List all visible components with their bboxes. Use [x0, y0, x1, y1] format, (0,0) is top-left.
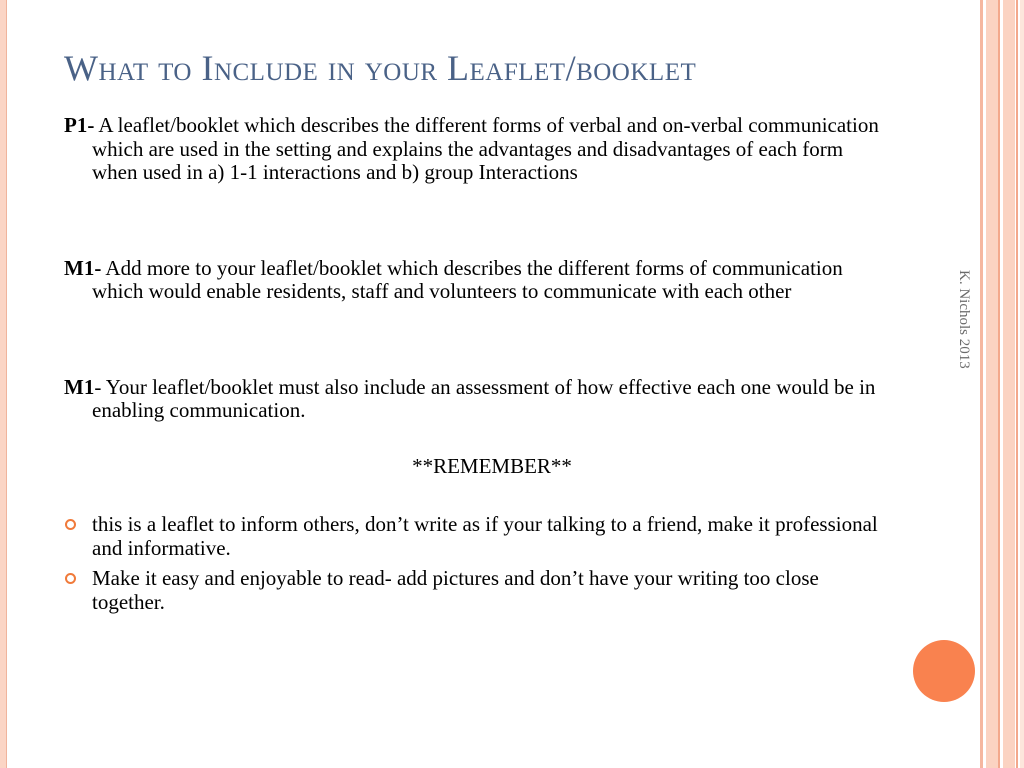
section-m1-add: [64, 257, 884, 304]
right-decorative-stripes: [980, 0, 1024, 768]
left-border-line: [6, 0, 7, 768]
circle-bullet-icon: [65, 519, 76, 530]
section-label: M1-: [64, 255, 102, 280]
stripe: [980, 0, 983, 768]
section-label: P1-: [64, 113, 95, 137]
section-text: - Your leaflet/booklet must also include an assessment of how effective each one would be in enabling communication.: [92, 374, 876, 422]
orange-circle-decoration: [913, 640, 975, 702]
section-m1-assessment: [64, 376, 884, 423]
stripe: [1016, 0, 1018, 768]
author-credit: K. Nichols 2013: [956, 270, 972, 369]
slide-content: [64, 114, 884, 621]
section-text: A leaflet/booklet which describes the different forms of verbal and on-verbal communication which are used in the setting and explains the advantages and disadvantages of each form when used in a) 1-1 interactions and b) group Interactions: [92, 113, 879, 184]
slide-title: What to Include in your Leaflet/booklet: [64, 48, 697, 88]
circle-bullet-icon: [65, 573, 76, 584]
list-item: [64, 513, 884, 560]
bullet-list: [64, 513, 884, 614]
section-p1: [64, 114, 884, 185]
list-item: [64, 567, 884, 614]
stripe: [986, 0, 998, 768]
section-text: Add more to your leaflet/booklet which describes the different forms of communication which would enable residents, staff and volunteers to communicate with each other: [92, 255, 843, 303]
stripe: [1003, 0, 1015, 768]
remember-heading: **REMEMBER**: [412, 453, 572, 478]
section-label: M1: [64, 374, 95, 399]
bullet-text: Make it easy and enjoyable to read- add pictures and don’t have your writing too close together.: [92, 566, 819, 614]
bullet-text: this is a leaflet to inform others, don’t write as if your talking to a friend, make it professional and informative.: [92, 512, 878, 560]
stripe: [1020, 0, 1024, 768]
stripe: [998, 0, 1000, 768]
